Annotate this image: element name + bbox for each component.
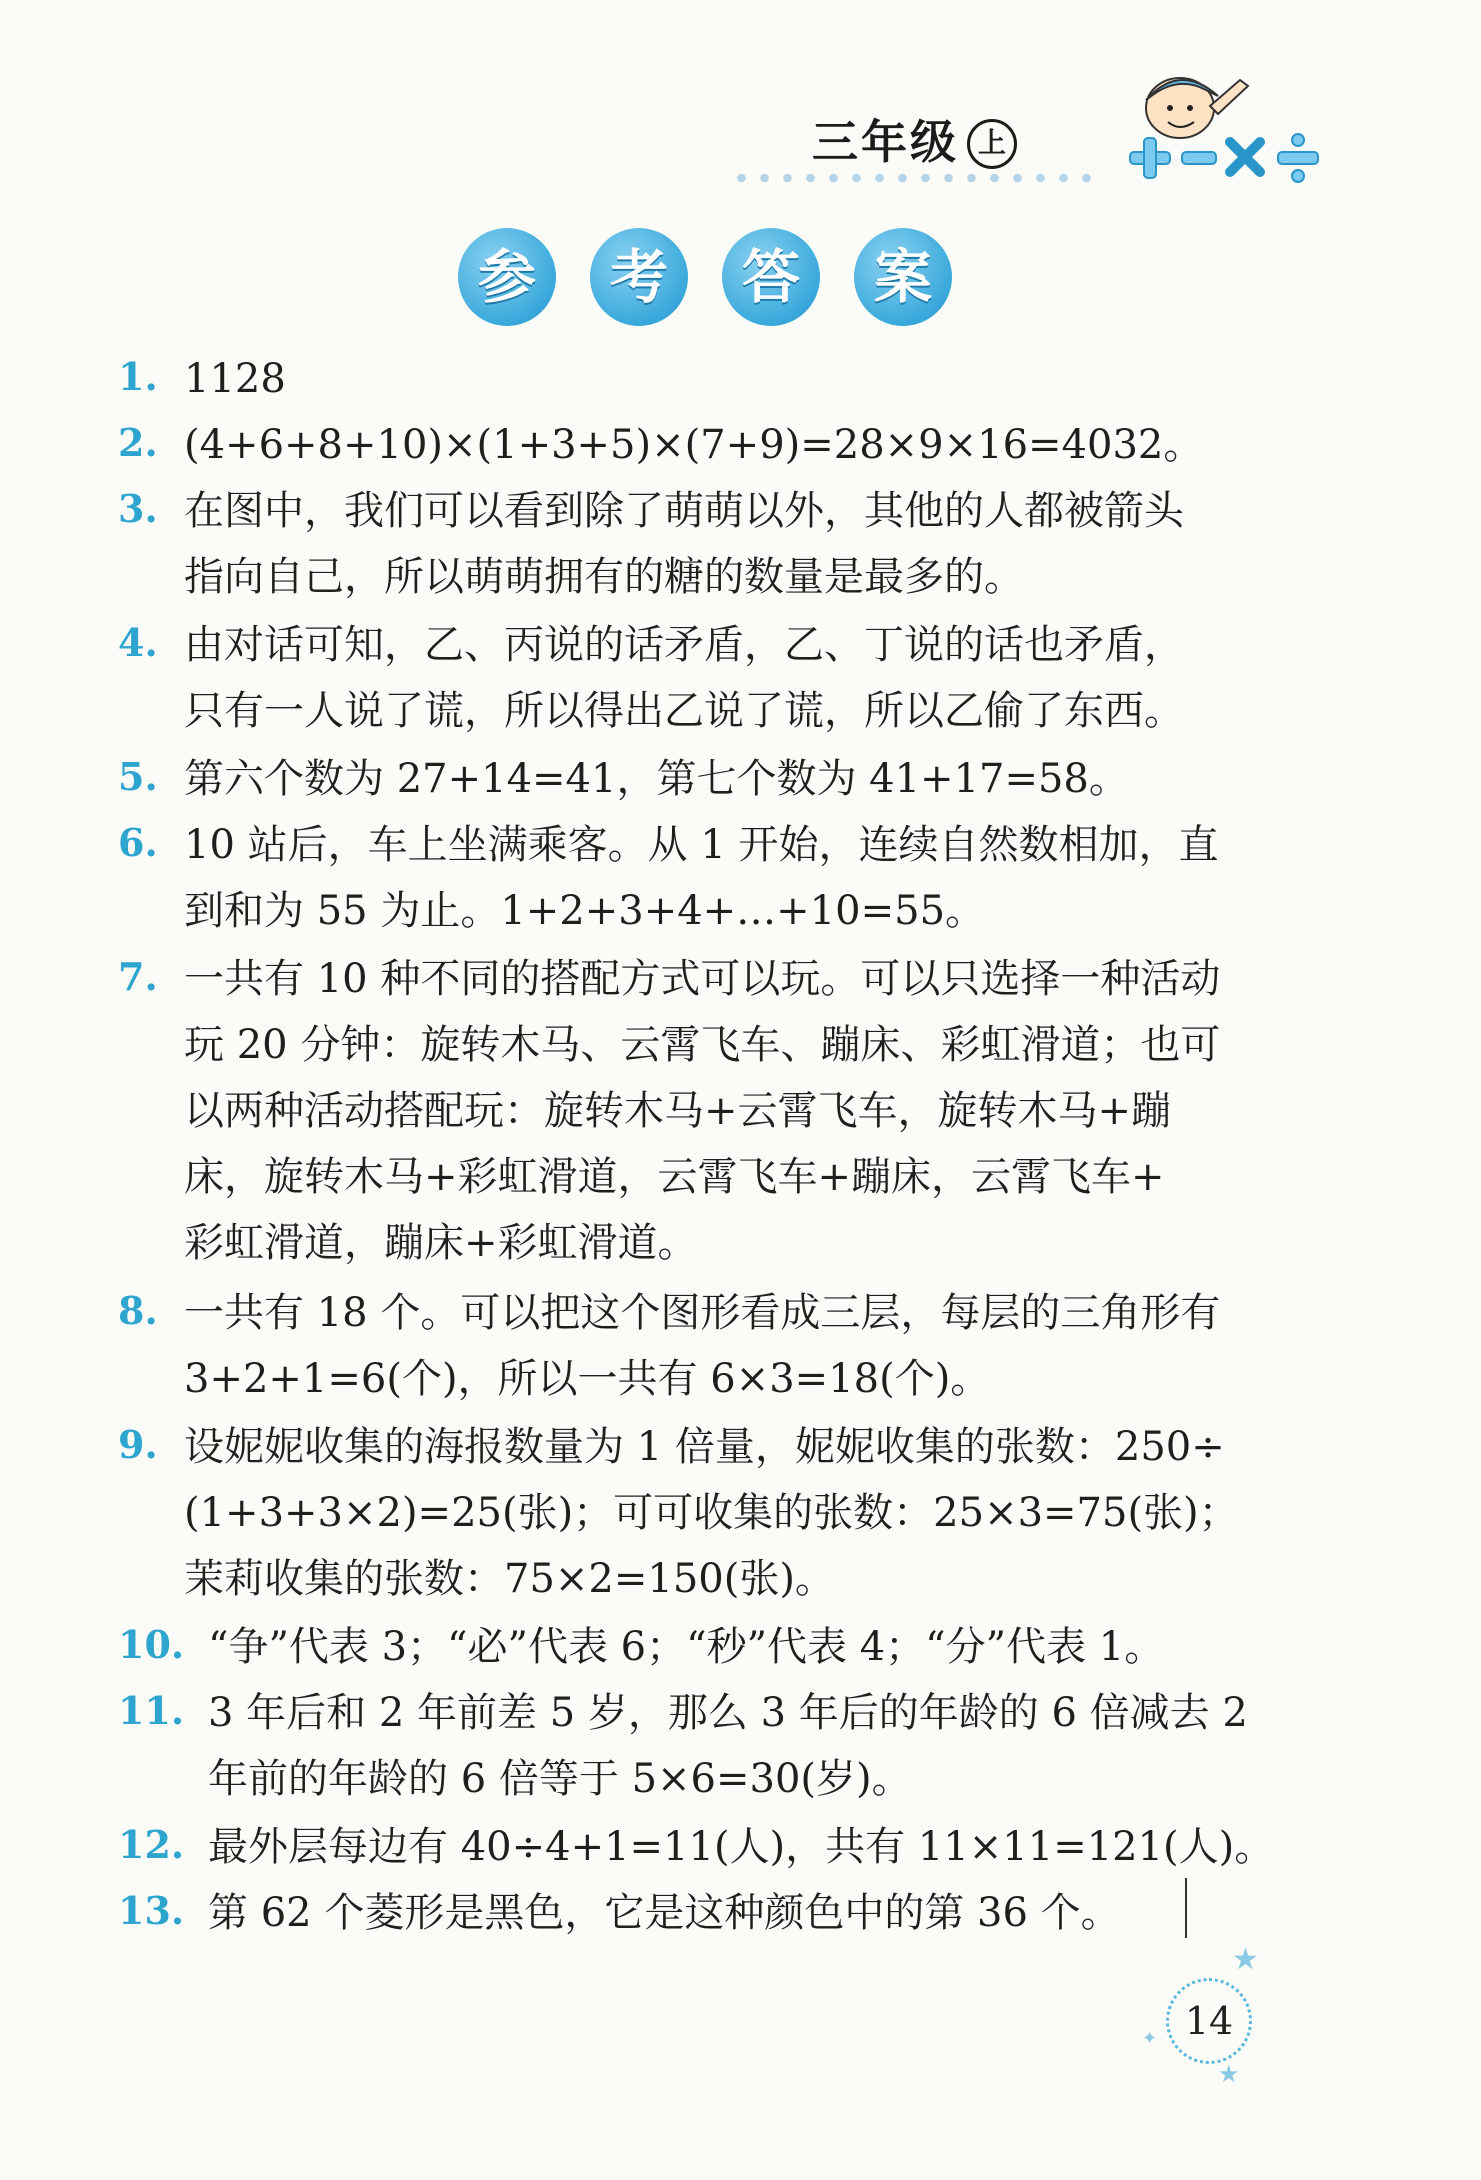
answer-number: 10. (118, 1622, 185, 1667)
answer-number: 4. (118, 620, 158, 665)
star-icon: ★ (1232, 1942, 1259, 1977)
answer-line: 只有一人说了谎，所以得出乙说了谎，所以乙偷了东西。 (184, 688, 1184, 734)
dotted-divider (730, 172, 1100, 184)
answer-line: 10 站后，车上坐满乘客。从 1 开始，连续自然数相加，直 (184, 822, 1219, 868)
answer-line: 一共有 18 个。可以把这个图形看成三层，每层的三角形有 (184, 1290, 1221, 1336)
answer-number: 5. (118, 754, 158, 799)
answer-line: “争”代表 3；“必”代表 6；“秒”代表 4；“分”代表 1。 (208, 1624, 1165, 1670)
answer-line: 以两种活动搭配玩：旋转木马+云霄飞车，旋转木马+蹦 (184, 1088, 1172, 1134)
answer-line: 到和为 55 为止。1+2+3+4+…+10=55。 (184, 888, 986, 934)
answer-line: 茉莉收集的张数：75×2=150(张)。 (184, 1556, 835, 1602)
answer-line: 由对话可知，乙、丙说的话矛盾，乙、丁说的话也矛盾， (184, 622, 1184, 668)
answer-line: 彩虹滑道，蹦床+彩虹滑道。 (184, 1220, 698, 1266)
answer-line: (4+6+8+10)×(1+3+5)×(7+9)=28×9×16=4032。 (184, 422, 1204, 468)
answer-number: 12. (118, 1822, 185, 1867)
answer-key-title (458, 228, 952, 326)
title-char: 案 (854, 228, 952, 326)
answer-number: 11. (118, 1688, 185, 1733)
answer-line: 3 年后和 2 年前差 5 岁，那么 3 年后的年龄的 6 倍减去 2 (208, 1690, 1248, 1736)
answer-line: 第六个数为 27+14=41，第七个数为 41+17=58。 (184, 756, 1129, 802)
star-icon: ★ (1218, 2060, 1240, 2088)
answer-number: 6. (118, 820, 158, 865)
answer-number: 1. (118, 354, 158, 399)
grade-label (812, 106, 1017, 172)
answer-line: 最外层每边有 40÷4+1=11(人)，共有 11×11=121(人)。 (208, 1824, 1275, 1870)
title-char: 参 (458, 228, 556, 326)
page-number: 14 (1166, 1978, 1252, 2064)
page-header (0, 0, 1481, 340)
answer-line: 1128 (184, 356, 286, 402)
star-icon: ✦ (1142, 2028, 1158, 2049)
answer-number: 8. (118, 1288, 158, 1333)
answer-number: 7. (118, 954, 158, 999)
answer-line: 指向自己，所以萌萌拥有的糖的数量是最多的。 (184, 554, 1024, 600)
text-cursor-mark (1185, 1878, 1187, 1938)
answer-line: 第 62 个菱形是黑色，它是这种颜色中的第 36 个。 (208, 1890, 1121, 1936)
grade-badge: 上 (967, 119, 1017, 169)
grade-text: 三年级 (812, 115, 959, 169)
answer-line: 设妮妮收集的海报数量为 1 倍量，妮妮收集的张数：250÷ (184, 1424, 1225, 1470)
page-number-badge (1142, 1942, 1260, 2088)
answer-line: 在图中，我们可以看到除了萌萌以外，其他的人都被箭头 (184, 488, 1184, 534)
answer-number: 13. (118, 1888, 185, 1933)
title-char: 考 (590, 228, 688, 326)
answer-number: 2. (118, 420, 158, 465)
answer-line: 床，旋转木马+彩虹滑道，云霄飞车+蹦床，云霄飞车+ (184, 1154, 1165, 1200)
answer-line: 玩 20 分钟：旋转木马、云霄飞车、蹦床、彩虹滑道；也可 (184, 1022, 1221, 1068)
answer-number: 9. (118, 1422, 158, 1467)
answer-number: 3. (118, 486, 158, 531)
math-mascot-icon (1110, 60, 1340, 190)
answer-line: (1+3+3×2)=25(张)；可可收集的张数：25×3=75(张)； (184, 1490, 1239, 1536)
answer-line: 年前的年龄的 6 倍等于 5×6=30(岁)。 (208, 1756, 912, 1802)
title-char: 答 (722, 228, 820, 326)
answer-line: 一共有 10 种不同的搭配方式可以玩。可以只选择一种活动 (184, 956, 1221, 1002)
answer-line: 3+2+1=6(个)，所以一共有 6×3=18(个)。 (184, 1356, 991, 1402)
